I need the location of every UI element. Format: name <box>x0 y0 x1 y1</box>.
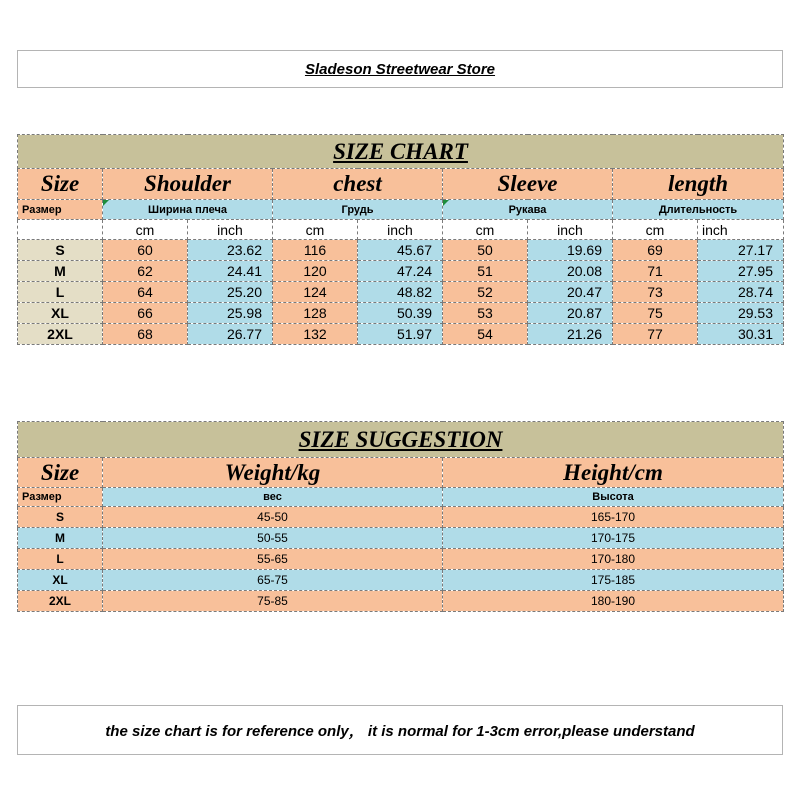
chest-cm: 132 <box>273 324 358 345</box>
chest-cm: 116 <box>273 240 358 261</box>
disclaimer-note: the size chart is for reference only， it is normal for 1-3cm error,please understand <box>17 705 783 755</box>
size-label: L <box>18 282 103 303</box>
shoulder-cm: 60 <box>103 240 188 261</box>
header-weight: Weight/kg <box>103 458 443 488</box>
unit-inch: inch <box>358 220 443 240</box>
size-label: S <box>18 507 103 528</box>
store-name: Sladeson Streetwear Store <box>17 50 783 88</box>
sleeve-inch: 20.08 <box>528 261 613 282</box>
chest-inch: 48.82 <box>358 282 443 303</box>
length-cm: 77 <box>613 324 698 345</box>
height-value: 180-190 <box>443 591 784 612</box>
sleeve-cm: 54 <box>443 324 528 345</box>
sleeve-inch: 20.87 <box>528 303 613 324</box>
length-inch: 27.95 <box>698 261 784 282</box>
size-chart-title: SIZE CHART <box>18 135 784 169</box>
length-inch: 27.17 <box>698 240 784 261</box>
shoulder-cm: 68 <box>103 324 188 345</box>
unit-empty <box>18 220 103 240</box>
table-row <box>18 570 784 591</box>
length-cm: 69 <box>613 240 698 261</box>
shoulder-inch: 25.20 <box>188 282 273 303</box>
length-cm: 73 <box>613 282 698 303</box>
size-label: S <box>18 240 103 261</box>
unit-cm: cm <box>273 220 358 240</box>
length-cm: 75 <box>613 303 698 324</box>
sleeve-inch: 19.69 <box>528 240 613 261</box>
weight-value: 65-75 <box>103 570 443 591</box>
unit-inch: inch <box>528 220 613 240</box>
size-label: XL <box>18 570 103 591</box>
header-length: length <box>613 169 784 200</box>
height-value: 175-185 <box>443 570 784 591</box>
header-chest: chest <box>273 169 443 200</box>
size-suggestion-table <box>17 421 784 612</box>
unit-inch: inch <box>698 220 784 240</box>
chest-inch: 51.97 <box>358 324 443 345</box>
header-size: Size <box>18 169 103 200</box>
size-label: L <box>18 549 103 570</box>
size-label: 2XL <box>18 324 103 345</box>
sleeve-inch: 21.26 <box>528 324 613 345</box>
sleeve-cm: 52 <box>443 282 528 303</box>
chest-cm: 120 <box>273 261 358 282</box>
sleeve-cm: 50 <box>443 240 528 261</box>
ru-header-length: Длительность <box>613 200 784 220</box>
weight-value: 45-50 <box>103 507 443 528</box>
ru-header-sleeve: Рукава <box>443 200 613 220</box>
table-row <box>18 240 784 261</box>
table-row <box>18 324 784 345</box>
ru-header-chest: Грудь <box>273 200 443 220</box>
table-row <box>18 507 784 528</box>
ru-header-size: Размер <box>18 200 103 220</box>
weight-value: 55-65 <box>103 549 443 570</box>
height-value: 170-175 <box>443 528 784 549</box>
shoulder-cm: 62 <box>103 261 188 282</box>
header-height: Height/cm <box>443 458 784 488</box>
chest-cm: 124 <box>273 282 358 303</box>
unit-cm: cm <box>613 220 698 240</box>
chest-inch: 47.24 <box>358 261 443 282</box>
length-inch: 30.31 <box>698 324 784 345</box>
sleeve-cm: 51 <box>443 261 528 282</box>
header-sleeve: Sleeve <box>443 169 613 200</box>
size-label: XL <box>18 303 103 324</box>
ru-header-shoulder: Ширина плеча <box>103 200 273 220</box>
header-size: Size <box>18 458 103 488</box>
table-row <box>18 261 784 282</box>
ru-header-height: Высота <box>443 488 784 507</box>
chest-inch: 45.67 <box>358 240 443 261</box>
ru-header-size: Размер <box>18 488 103 507</box>
table-row <box>18 303 784 324</box>
sleeve-inch: 20.47 <box>528 282 613 303</box>
chest-inch: 50.39 <box>358 303 443 324</box>
weight-value: 75-85 <box>103 591 443 612</box>
ru-header-weight: вес <box>103 488 443 507</box>
shoulder-cm: 64 <box>103 282 188 303</box>
shoulder-inch: 26.77 <box>188 324 273 345</box>
sleeve-cm: 53 <box>443 303 528 324</box>
table-row <box>18 591 784 612</box>
size-suggestion-title: SIZE SUGGESTION <box>18 422 784 458</box>
length-inch: 29.53 <box>698 303 784 324</box>
weight-value: 50-55 <box>103 528 443 549</box>
size-label: 2XL <box>18 591 103 612</box>
unit-inch: inch <box>188 220 273 240</box>
header-shoulder: Shoulder <box>103 169 273 200</box>
chest-cm: 128 <box>273 303 358 324</box>
unit-cm: cm <box>103 220 188 240</box>
size-chart-table <box>17 134 784 345</box>
height-value: 165-170 <box>443 507 784 528</box>
shoulder-inch: 25.98 <box>188 303 273 324</box>
unit-cm: cm <box>443 220 528 240</box>
shoulder-inch: 24.41 <box>188 261 273 282</box>
table-row <box>18 549 784 570</box>
size-label: M <box>18 528 103 549</box>
size-label: M <box>18 261 103 282</box>
length-inch: 28.74 <box>698 282 784 303</box>
shoulder-cm: 66 <box>103 303 188 324</box>
shoulder-inch: 23.62 <box>188 240 273 261</box>
length-cm: 71 <box>613 261 698 282</box>
table-row <box>18 528 784 549</box>
height-value: 170-180 <box>443 549 784 570</box>
table-row <box>18 282 784 303</box>
